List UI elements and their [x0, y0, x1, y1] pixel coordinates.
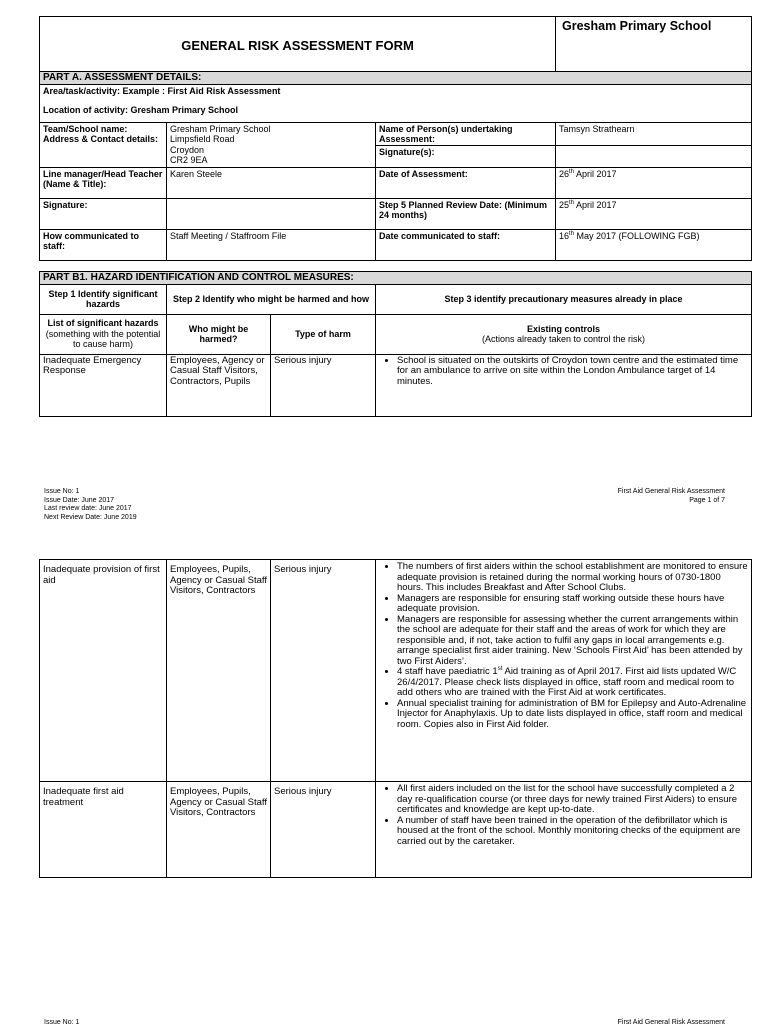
- hazard-cell: Inadequate first aid treatment: [40, 782, 167, 878]
- line-manager-value: Karen Steele: [167, 167, 376, 198]
- signatures-label: Signature(s):: [379, 146, 435, 157]
- issue-date: Issue Date: June 2017: [44, 496, 115, 504]
- part-a-heading: PART A. ASSESSMENT DETAILS:: [40, 72, 752, 85]
- address-value-cell: [167, 122, 376, 167]
- document-title: First Aid General Risk Assessment: [617, 1019, 725, 1026]
- hazards-column-header: [40, 314, 167, 354]
- type-column-header: Type of harm: [271, 314, 376, 354]
- hazard-cell: Inadequate Emergency Response: [40, 354, 167, 416]
- harm-cell: Serious injury: [271, 354, 376, 416]
- address-line: Limpsfield Road: [170, 134, 235, 144]
- controls-cell: [376, 782, 752, 878]
- part-b1-heading: PART B1. HAZARD IDENTIFICATION AND CONTROL MEASURES:: [40, 272, 752, 285]
- area-location-cell: [40, 84, 752, 122]
- harm-cell: Serious injury: [271, 782, 376, 878]
- controls-column-note: (Actions already taken to control the risk): [481, 334, 646, 344]
- controls-column-title: Existing controls: [526, 323, 600, 334]
- hazard-table: [39, 271, 752, 417]
- who-cell: Employees, Pupils, Agency or Casual Staff Visitors, Contractors: [167, 560, 271, 782]
- footer-right: [618, 488, 725, 505]
- communicated-value: Staff Meeting / Staffroom File: [167, 229, 376, 260]
- address-line: Gresham Primary School: [170, 123, 271, 134]
- control-item: • School is situated on the outskirts of Croydon town centre and the estimated time for an ambulance to arrive on site within the London Ambulance target of 14 minutes.: [397, 356, 748, 388]
- footer-right-page-2: [618, 1019, 725, 1028]
- table-row: [40, 782, 752, 878]
- table-row: [40, 354, 752, 416]
- hazard-cell: Inadequate provision of first aid: [40, 560, 167, 782]
- communicated-label: How communicated to staff:: [40, 229, 167, 260]
- control-item: • The numbers of first aiders within the school establishment are monitored to ensure adequate provision is retained during the normal working hours of 0730-1800 hours. This includes Breakfast and After School Clubs.: [397, 562, 748, 594]
- hazard-table-continued: [39, 559, 752, 878]
- next-review-date: Next Review Date: June 2019: [44, 513, 137, 521]
- issue-no: Issue No: 1: [44, 1019, 80, 1026]
- line-manager-label: Line manager/Head Teacher (Name & Title):: [40, 167, 167, 198]
- footer-left: [44, 488, 137, 522]
- person-label: Name of Person(s) undertaking Assessment:: [376, 123, 555, 146]
- assessment-details-table: [39, 16, 752, 261]
- team-school-label: Team/School name:: [43, 123, 128, 134]
- area-task-activity: Area/task/activity: Example : First Aid Risk Assessment: [43, 85, 281, 96]
- review-date-label: Step 5 Planned Review Date: (Minimum 24 months): [376, 198, 556, 229]
- who-cell: Employees, Pupils, Agency or Casual Staff Visitors, Contractors: [167, 782, 271, 878]
- last-review-date: Last review date: June 2017: [44, 505, 132, 512]
- person-signature-label-cell: [376, 122, 556, 167]
- address-label: Address & Contact details:: [43, 134, 159, 144]
- address-line: Croydon: [170, 144, 205, 155]
- footer-left-page-2: [44, 1019, 79, 1028]
- controls-column-header: [376, 314, 752, 354]
- form-title: GENERAL RISK ASSESSMENT FORM: [40, 17, 556, 72]
- document-title: First Aid General Risk Assessment: [617, 488, 725, 495]
- address-line: CR2 9EA: [170, 155, 208, 165]
- who-cell: Employees, Agency or Casual Staff Visitors, Contractors, Pupils: [167, 354, 271, 416]
- control-item: • 4 staff have paediatric 1st Aid training as of April 2017. First aid lists updated W/C 26/4/2017. Please check lists displayed in office, staff room and medical room to add others who are trained with the First Aid at work certificates.: [397, 667, 748, 699]
- team-address-label-cell: [40, 122, 167, 167]
- date-communicated-label: Date communicated to staff:: [376, 229, 556, 260]
- control-item: • A number of staff have been trained in the operation of the defibrillator which is housed at the front of the school. Monthly monitoring checks of the equipment are carried out by the caretaker.: [397, 816, 748, 848]
- control-item: • Annual specialist training for administration of BM for Epilepsy and Auto-Adrenaline Injector for Anaphylaxis. Up to date lists displayed in office, staff room and medical room. Copies also in First Aid folder.: [397, 699, 748, 731]
- date-communicated-value: 16th May 2017 (FOLLOWING FGB): [556, 229, 752, 260]
- step3-header: Step 3 identify precautionary measures already in place: [376, 284, 752, 314]
- step1-header: Step 1 Identify significant hazards: [40, 284, 167, 314]
- step2-header: Step 2 Identify who might be harmed and how: [167, 284, 376, 314]
- control-item: • Managers are responsible for ensuring staff working outside these hours have adequate provision.: [397, 594, 748, 615]
- date-of-assessment-value: 26th April 2017: [556, 167, 752, 198]
- school-name: Gresham Primary School: [556, 17, 752, 72]
- date-of-assessment-label: Date of Assessment:: [376, 167, 556, 198]
- issue-no: Issue No: 1: [44, 488, 80, 495]
- signatures-value: [556, 146, 751, 148]
- who-column-header: Who might be harmed?: [167, 314, 271, 354]
- hazards-column-title: List of significant hazards: [47, 318, 159, 329]
- page-number: Page 1 of 7: [689, 496, 725, 504]
- control-item: • All first aiders included on the list for the school have successfully completed a 2 day re-qualification course (or three days for newly trained First Aiders) to ensure certificates and knowledge are kept up-to-date.: [397, 784, 748, 816]
- control-item: • Managers are responsible for assessing whether the current arrangements within the school are adequate for their staff and the areas of work for which they are responsible and, if not, take action to fulfil any gaps in local arrangements e.g. arrange specialist first aider training. New ‘Schools First Aid’ has been attended by two First Aiders’.: [397, 615, 748, 668]
- signature-value: [167, 198, 376, 229]
- signature-label: Signature:: [40, 198, 167, 229]
- table-row: [40, 560, 752, 782]
- harm-cell: Serious injury: [271, 560, 376, 782]
- controls-cell: [376, 560, 752, 782]
- person-signature-value-cell: [556, 122, 752, 167]
- location-of-activity: Location of activity: Gresham Primary School: [43, 105, 239, 115]
- hazards-column-note: (something with the potential to cause harm): [45, 328, 161, 350]
- review-date-value: 25th April 2017: [556, 198, 752, 229]
- controls-cell: [376, 354, 752, 416]
- person-value: Tamsyn Strathearn: [556, 123, 751, 146]
